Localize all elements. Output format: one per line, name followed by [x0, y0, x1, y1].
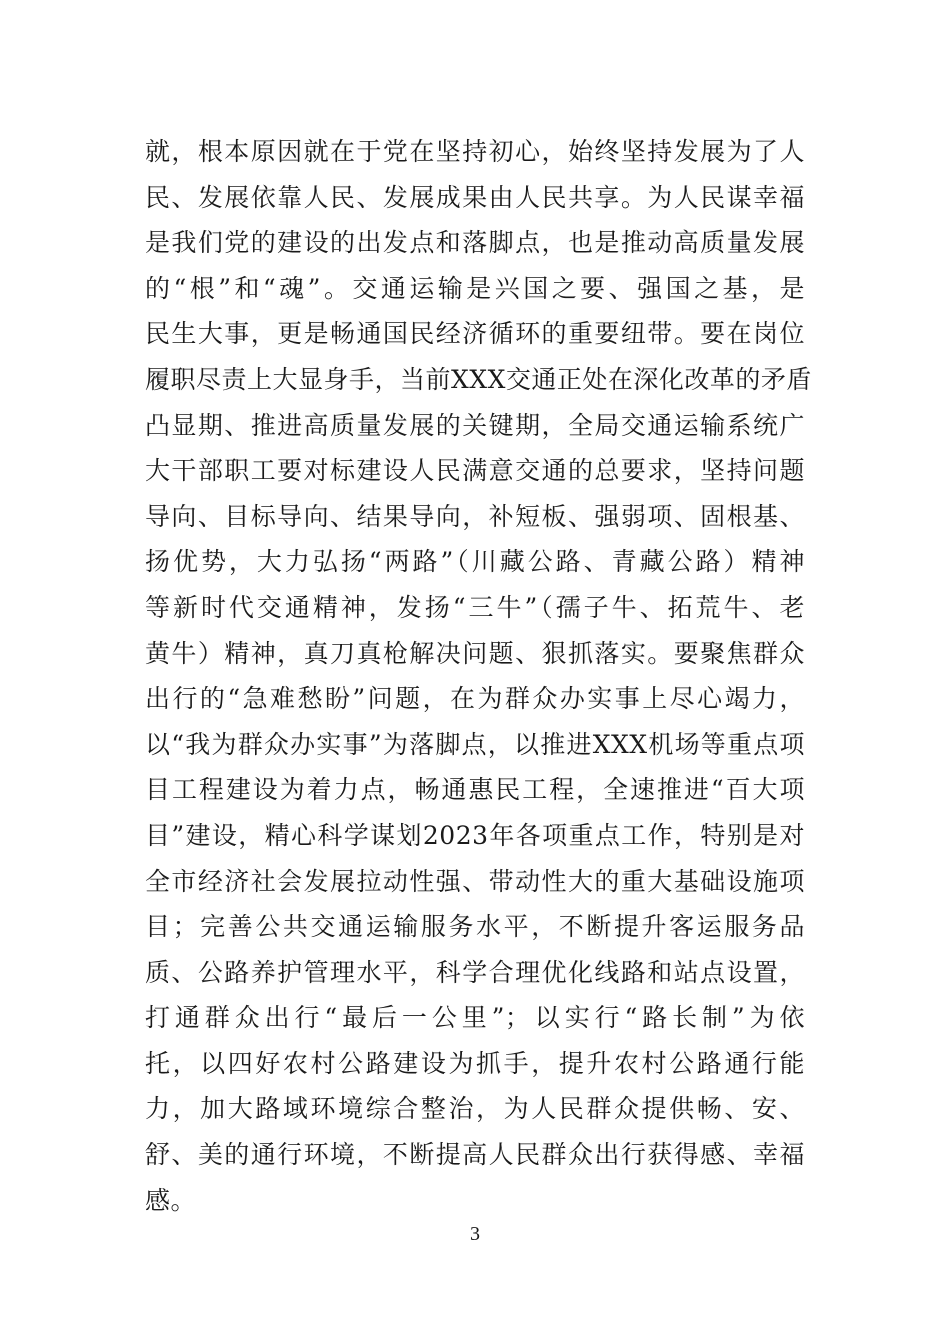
text-line: 就，根本原因就在于党在坚持初心，始终坚持发展为了人: [145, 137, 805, 166]
text-line: 的“根”和“魂”。交通运输是兴国之要、强国之基，是: [145, 273, 805, 303]
text-line: 舒、美的通行环境，不断提高人民群众出行获得感、幸福: [145, 1140, 805, 1170]
text-line: 民、发展依靠人民、发展成果由人民共享。为人民谋幸福: [145, 182, 805, 212]
text-line: 黄牛）精神，真刀真枪解决问题、狠抓落实。要聚焦群众: [145, 638, 805, 668]
text-line: 以“我为群众办实事”为落脚点，以推进XXX机场等重点项: [145, 729, 805, 759]
text-line: 打通群众出行“最后一公里”；以实行“路长制”为依: [145, 1003, 805, 1033]
text-line: 感。: [145, 1185, 197, 1215]
text-line: 质、公路养护管理水平，科学合理优化线路和站点设置，: [145, 957, 805, 987]
text-line: 大干部职工要对标建设人民满意交通的总要求，坚持问题: [145, 456, 805, 486]
text-line: 导向、目标导向、结果导向，补短板、强弱项、固根基、: [145, 501, 805, 531]
text-line: 是我们党的建设的出发点和落脚点，也是推动高质量发展: [145, 228, 805, 258]
text-line: 履职尽责上大显身手，当前XXX交通正处在深化改革的矛盾: [145, 364, 812, 394]
text-line: 扬优势，大力弘扬“两路”（川藏公路、青藏公路）精神: [145, 547, 805, 577]
text-line: 等新时代交通精神，发扬“三牛”（孺子牛、拓荒牛、老: [145, 592, 805, 622]
page-number: 3: [470, 1223, 480, 1245]
text-line: 目工程建设为着力点，畅通惠民工程，全速推进“百大项: [145, 775, 805, 805]
text-line: 凸显期、推进高质量发展的关键期，全局交通运输系统广: [145, 410, 805, 440]
text-line: 力，加大路域环境综合整治，为人民群众提供畅、安、: [145, 1094, 805, 1124]
text-line: 全市经济社会发展拉动性强、带动性大的重大基础设施项: [145, 866, 805, 896]
text-line: 目；完善公共交通运输服务水平，不断提升客运服务品: [145, 912, 805, 942]
text-line: 托，以四好农村公路建设为抓手，提升农村公路通行能: [145, 1048, 805, 1078]
text-line: 出行的“急难愁盼”问题，在为群众办实事上尽心竭力，: [145, 684, 805, 714]
text-line: 民生大事，更是畅通国民经济循环的重要纽带。要在岗位: [145, 319, 805, 349]
body-paragraph: [145, 129, 812, 1223]
text-line: 目”建设，精心科学谋划2023年各项重点工作，特别是对: [145, 820, 805, 850]
